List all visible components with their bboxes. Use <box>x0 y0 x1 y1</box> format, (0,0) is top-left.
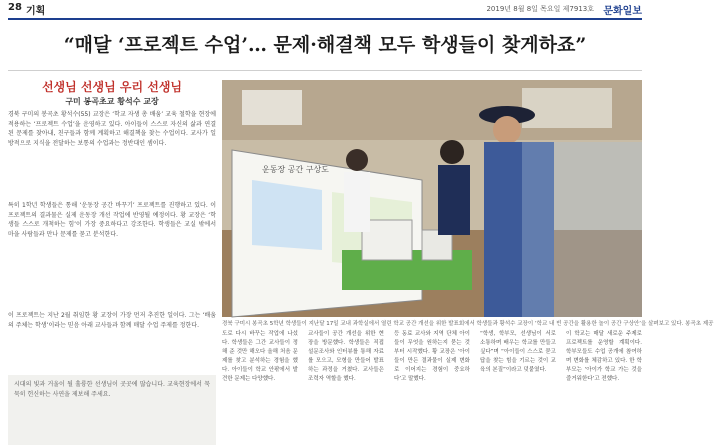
bottom-column-4: “학생, 학부모, 선생님이 서로 소통하며 배우는 학교를 만들고 싶다”며 “아이들이 스스로 묻고 답을 찾는 힘을 기르는 것이 교육의 본질”이라고 덧붙였다. <box>480 331 556 373</box>
bottom-column-2: 교사들이 공간 개선을 위한 현장을 방문했다. 학생들은 직접 설문조사와 인터뷰를 통해 자료를 모으고, 모형을 만들어 발표하는 과정을 거쳤다. 교사들은 조력자 역할을 했다. <box>308 331 384 382</box>
page-header <box>8 2 642 18</box>
bottom-column-5: 이 학교는 매달 새로운 주제로 프로젝트를 운영할 계획이다. 학부모들도 수업 공개에 참여하며 변화를 체감하고 있다. 한 학부모는 ‘아이가 학교 가는 것을 즐거워한다’고 전했다. <box>566 331 642 382</box>
section-label: 기획 <box>26 6 46 17</box>
photo-scene <box>222 80 642 317</box>
headline-rule <box>8 70 642 71</box>
bottom-text-columns <box>222 330 642 439</box>
header-rule <box>8 18 642 20</box>
page-number: 28 <box>8 2 22 13</box>
column-title: 선생님 선생님 우리 선생님 <box>41 80 183 94</box>
photo-caption: 경북 구미시 봉곡초 5학년 학생들이 지난달 17일 교내 과학실에서 열린 학교 공간 개선을 위한 발표회에서 학생들과 황석수 교장이 ‘학교 내 빈 공간을 활용한 놀이 공간 구상안’을 살펴보고 있다. 봉곡초 제공 <box>222 321 714 327</box>
reader-callout-box <box>8 375 216 445</box>
byline: 구미 봉곡초교 황석수 교장 <box>65 97 159 106</box>
bottom-column-3: 등 동료 교사와 지역 단체 아이들이 무엇을 원하는지 묻는 것부터 시작했다. 황 교장은 ‘아이들이 만든 결과물이 실제 변화로 이어지는 경험이 중요하다’고 말했다. <box>394 331 470 382</box>
bottom-column-1: 도로 다시 바꾸는 작업에 나섰다. 학생들은 그간 교사들이 정해 준 것만 해오다 올해 처음 문제를 찾고 분석하는 경험을 했다. 아이들이 학교 안팎에서 발견한 문제는 다양했다. <box>222 331 298 382</box>
body-paragraph-2: 특히 1학년 학생들은 통해 ‘운동장 공간 바꾸기’ 프로젝트를 진행하고 있다. 이 프로젝트의 결과물은 실제 운동장 개선 작업에 반영될 예정이다. 황 교장은 ‘학생들 스스로 개척하는 힘’이 가장 중요하다고 강조한다. 학생들은 교실 밖에서 마을 사람들과 만나 문제를 묻고 분석한다. <box>8 202 216 238</box>
left-column <box>8 78 216 439</box>
callout-text: 시대의 빛과 거울이 될 훌륭한 선생님이 곳곳에 많습니다. 교육현장에서 묵묵히 헌신하는 사연을 제보해 주세요. <box>14 381 210 398</box>
headline: “매달 ‘프로젝트 수업’… 문제·해결책 모두 학생들이 찾게하죠” <box>63 34 587 56</box>
body-paragraph-3: 이 프로젝트는 지난 2월 취임한 황 교장이 가장 먼저 추진한 일이다. 그는 ‘배움의 주체는 학생’이라는 믿음 아래 교사들과 함께 매달 수업 주제를 정한다. <box>8 312 216 329</box>
board-title: 운동장 공간 구상도 <box>262 165 329 174</box>
article-photo <box>222 80 642 317</box>
newspaper-name: 문화일보 <box>603 6 642 17</box>
dateline: 2019년 8월 8일 목요일 제7913호 <box>486 5 594 13</box>
body-paragraph-1: 경북 구미의 봉곡초 황석수(55) 교장은 ‘학교 자생 총 배움’ 교육 철학을 현장에 적용하는 ‘프로젝트 수업’을 운영하고 있다. 아이들이 스스로 자신의 삶과 연결된 문제를 찾아내, 친구들과 함께 계획하고 해결책을 찾는 수업이다. 교사가 일방적으로 지식을 전달하는 보통의 수업과는 정반대인 셈이다. <box>8 111 216 147</box>
